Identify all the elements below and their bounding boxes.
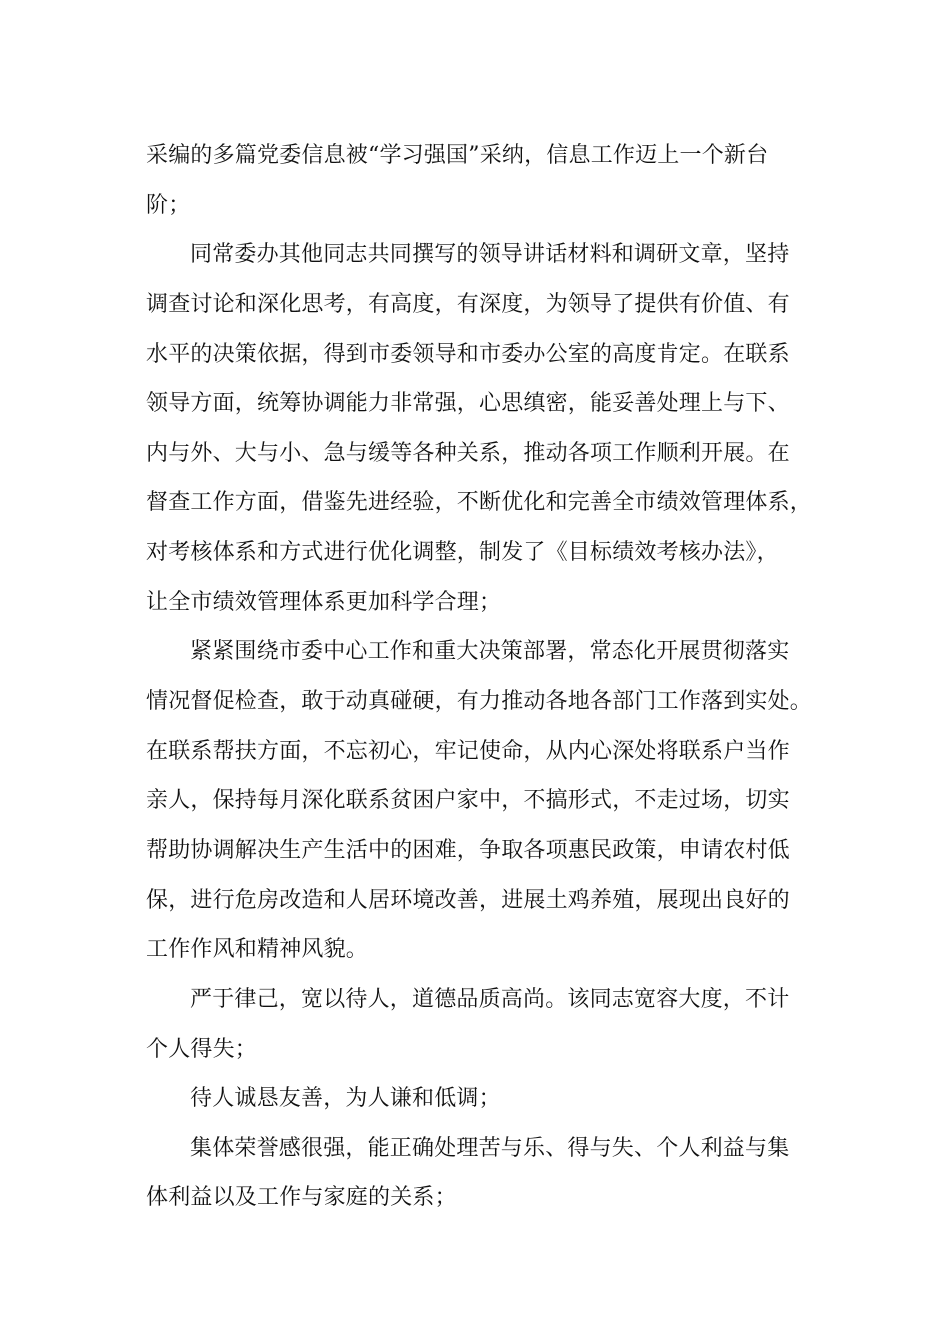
paragraph (146, 627, 826, 974)
paragraph (146, 230, 826, 627)
text-line: 严于律己，宽以待人，道德品质高尚。该同志宽容大度，不计 (190, 986, 790, 1012)
text-line: 让全市绩效管理体系更加科学合理； (146, 589, 502, 615)
text-line: 在联系帮扶方面，不忘初心，牢记使命，从内心深处将联系户当作 (146, 738, 790, 764)
text-line: 工作作风和精神风貌。 (146, 937, 369, 963)
text-line: 情况督促检查，敢于动真碰硬，有力推动各地各部门工作落到实处。 (146, 689, 813, 715)
paragraph (146, 131, 826, 230)
text-line: 督查工作方面，借鉴先进经验，不断优化和完善全市绩效管理体系， (146, 490, 813, 516)
document-body (146, 131, 826, 1223)
text-line: 体利益以及工作与家庭的关系； (146, 1185, 457, 1211)
paragraph (146, 1074, 826, 1124)
text-line: 对考核体系和方式进行优化调整，制发了《目标绩效考核办法》， (146, 540, 779, 566)
text-line: 阶； (146, 192, 191, 218)
text-line: 紧紧围绕市委中心工作和重大决策部署，常态化开展贯彻落实 (190, 639, 790, 665)
text-line: 调查讨论和深化思考，有高度，有深度，为领导了提供有价值、有 (146, 291, 790, 317)
text-line: 集体荣誉感很强，能正确处理苦与乐、得与失、个人利益与集 (190, 1135, 790, 1161)
text-line: 保，进行危房改造和人居环境改善，进展土鸡养殖，展现出良好的 (146, 887, 790, 913)
text-line: 同常委办其他同志共同撰写的领导讲话材料和调研文章，坚持 (190, 242, 790, 268)
text-line: 内与外、大与小、急与缓等各种关系，推动各项工作顺利开展。在 (146, 440, 790, 466)
paragraph (146, 975, 826, 1074)
text-line: 采编的多篇党委信息被“学习强国”采纳，信息工作迈上一个新台 (146, 143, 769, 168)
text-line: 亲人，保持每月深化联系贫困户家中，不搞形式，不走过场，切实 (146, 788, 790, 814)
text-line: 帮助协调解决生产生活中的困难，争取各项惠民政策，申请农村低 (146, 837, 790, 863)
text-line: 领导方面，统筹协调能力非常强，心思缜密，能妥善处理上与下、 (146, 391, 790, 417)
text-line: 个人得失； (146, 1036, 258, 1062)
text-line: 水平的决策依据，得到市委领导和市委办公室的高度肯定。在联系 (146, 341, 790, 367)
text-line: 待人诚恳友善，为人谦和低调； (190, 1086, 501, 1112)
paragraph (146, 1124, 826, 1223)
